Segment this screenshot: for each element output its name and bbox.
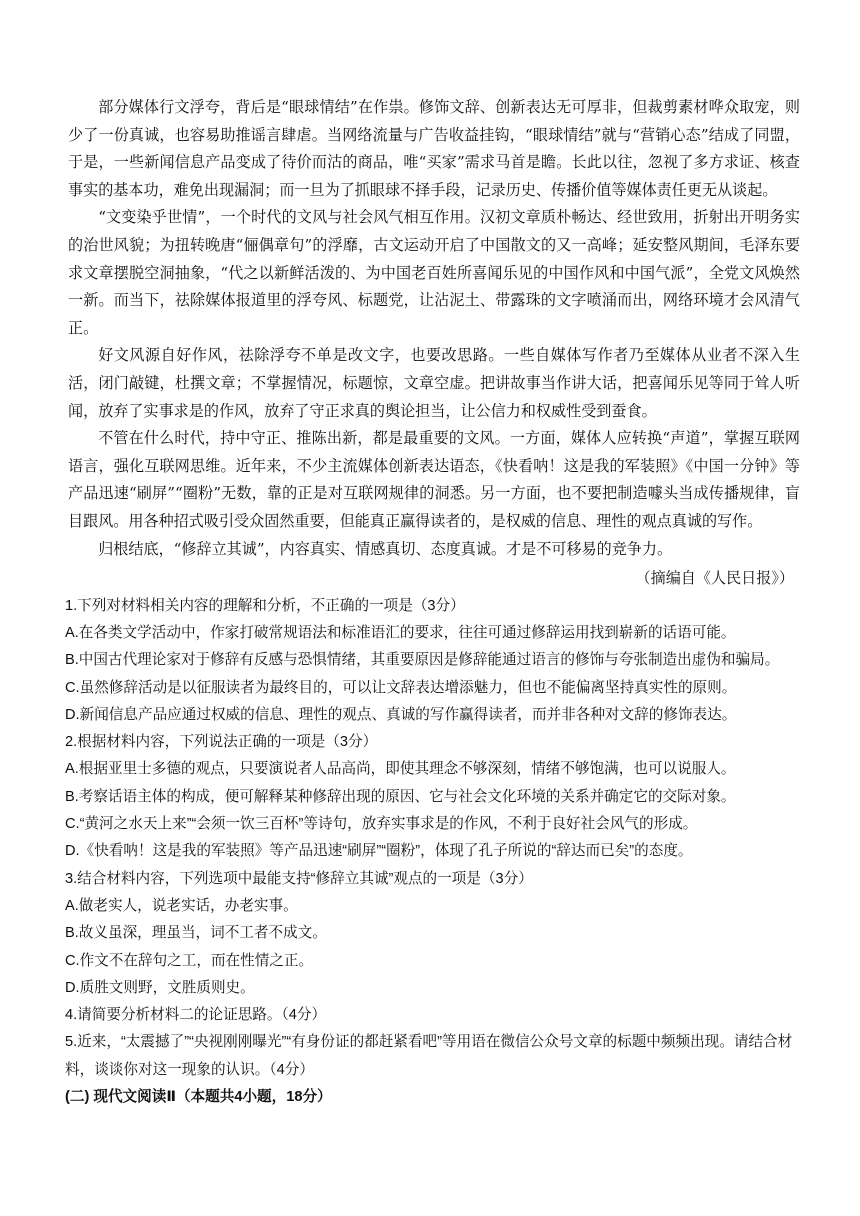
question-5: [65, 1029, 800, 1084]
option-a: A.在各类文学活动中，作家打破常规语法和标准语汇的要求，往往可通过修辞运用找到崭新的话语可能。: [65, 624, 736, 641]
article-source: （摘编自《人民日报》）: [635, 569, 794, 588]
option-d: D.质胜文则野，文胜质则史。: [65, 979, 255, 996]
question-stem: 5.近来，“太震撼了”“央视刚刚曝光”“有身份证的都赶紧看吧”等用语在微信公众号文章的标题中频频出现。请结合材料，谈谈你对这一现象的认识。（4分）: [65, 1034, 793, 1078]
option-c: C.虽然修辞活动是以征服读者为最终目的，可以让文辞表达增添魅力，但也不能偏离坚持真实性的原则。: [65, 679, 737, 696]
question-3: [65, 866, 800, 1002]
option-b: B.考察话语主体的构成，便可解释某种修辞出现的原因、它与社会文化环境的关系并确定它的交际对象。: [65, 788, 736, 805]
question-stem: 1.下列对材料相关内容的理解和分析，不正确的一项是（3分）: [65, 597, 465, 614]
option-a: A.做老实人，说老实话，办老实事。: [65, 897, 298, 914]
article-paragraph-3: 好文风源自好作风，祛除浮夸不单是改文字，也要改思路。一些自媒体写作者乃至媒体从业者不深入生活，闭门敲键，杜撰文章；不掌握情况，标题惊，文章空虚。把讲故事当作讲大话，把喜闻乐见等同于耸人听闻，放弃了实事求是的作风，放弃了守正求真的舆论担当，让公信力和权威性受到蚕食。: [68, 346, 800, 420]
question-stem: 4.请简要分析材料二的论证思路。（4分）: [65, 1007, 327, 1024]
article-paragraph-4: 不管在什么时代，持中守正、推陈出新，都是最重要的文风。一方面，媒体人应转换“声道”，掌握互联网语言，强化互联网思维。近年来，不少主流媒体创新表达语态，《快看呐！这是我的军装照》《中国一分钟》等产品迅速“刷屏”“圈粉”无数，靠的正是对互联网规律的洞悉。另一方面，也不要把制造噱头当成传播规律，盲目跟风。用各种招式吸引受众固然重要，但能真正赢得读者的，是权威的信息、理性的观点真诚的写作。: [68, 429, 800, 530]
question-1: [65, 593, 800, 729]
section-heading: (二) 现代文阅读Ⅱ（本题共4小题，18分）: [65, 1089, 332, 1106]
question-list: [65, 593, 800, 1112]
option-b: B.故义虽深，理虽当，词不工者不成文。: [65, 925, 327, 942]
exam-page: [65, 94, 800, 1111]
option-c: C.作文不在辞句之工，而在性情之正。: [65, 952, 314, 969]
article-paragraph-2: “文变染乎世情”，一个时代的文风与社会风气相互作用。汉初文章质朴畅达、经世致用，折射出开明务实的治世风貌；为扭转晚唐“俪偶章句”的浮靡，古文运动开启了中国散文的又一高峰；延安整风期间，毛泽东要求文章摆脱空洞抽象，“代之以新鲜活泼的、为中国老百姓所喜闻乐见的中国作风和中国气派”，全党文风焕然一新。而当下，祛除媒体报道里的浮夸风、标题党，让沾泥土、带露珠的文字喷涌而出，网络环境才会风清气正。: [68, 208, 800, 337]
article: [68, 94, 800, 593]
article-paragraph-1: 部分媒体行文浮夸，背后是“眼球情结”在作祟。修饰文辞、创新表达无可厚非，但裁剪素材哗众取宠，则少了一份真诚，也容易助推谣言肆虐。当网络流量与广告收益挂钩，“眼球情结”就与“营销心态”结成了同盟，于是，一些新闻信息产品变成了待价而沽的商品，唯“买家”需求马首是瞻。长此以往，忽视了多方求证、核查事实的基本功，难免出现漏洞；而一旦为了抓眼球不择手段，记录历史、传播价值等媒体责任更无从谈起。: [68, 98, 800, 199]
option-d: D.《快看呐！这是我的军装照》等产品迅速“刷屏”“圈粉”，体现了孔子所说的“辞达而已矣”的态度。: [65, 843, 693, 860]
option-b: B.中国古代理论家对于修辞有反感与恐惧情绪，其重要原因是修辞能通过语言的修饰与夸张制造出虚伪和骗局。: [65, 652, 780, 669]
question-stem: 3.结合材料内容，下列选项中最能支持“修辞立其诚”观点的一项是（3分）: [65, 870, 533, 887]
option-d: D.新闻信息产品应通过权威的信息、理性的观点、真诚的写作赢得读者，而并非各种对文辞的修饰表达。: [65, 706, 737, 723]
question-stem: 2.根据材料内容，下列说法正确的一项是（3分）: [65, 734, 378, 751]
option-a: A.根据亚里士多德的观点，只要演说者人品高尚，即使其理念不够深刻，情绪不够饱满，也可以说服人。: [65, 761, 736, 778]
option-c: C.“黄河之水天上来”“会须一饮三百杯”等诗句，放弃实事求是的作风，不利于良好社会风气的形成。: [65, 816, 698, 833]
article-paragraph-5: 归根结底，“修辞立其诚”，内容真实、情感真切、态度真诚。才是不可移易的竞争力。: [98, 539, 673, 558]
question-4: [65, 1002, 800, 1029]
question-2: [65, 729, 800, 865]
